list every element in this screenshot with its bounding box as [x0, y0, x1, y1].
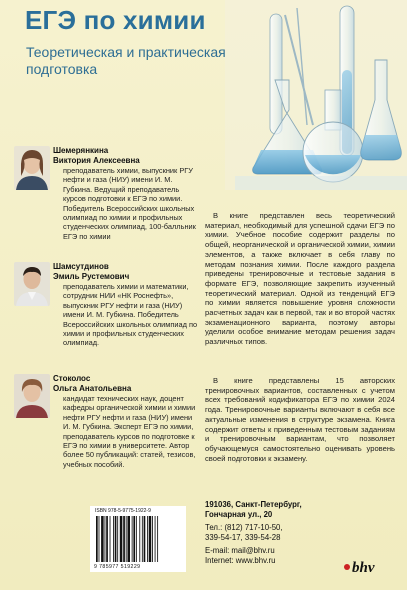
isbn-label: ISBN 978-5-9775-1922-9: [95, 508, 151, 514]
book-description-2: В книге представлены 15 авторских тренировочных вариантов, составленных с учетом всех требований кодификатора ЕГЭ по химии 2024 года. Тренировочные варианты включают в себя все актуальные изменения в структуре экзамена. Книга содержит ответы к приведенным тестовым заданиям и тренировочным вариантам, что позволяет обучающемуся самостоятельно оценивать уровень своей подготовки к экзамену.: [205, 376, 395, 463]
email-line: E-mail: mail@bhv.ru: [205, 546, 275, 555]
barcode-bar: [155, 516, 156, 562]
barcode-bar: [101, 516, 104, 562]
barcode-bar: [136, 516, 137, 562]
barcode-bar: [120, 516, 123, 562]
author-photo-stokolos: [14, 374, 50, 418]
author-given-name: Эмиль Рустемович: [53, 272, 130, 281]
barcode-bar: [99, 516, 100, 562]
barcode-bar: [149, 516, 152, 562]
laboratory-glassware-illustration: [225, 0, 407, 190]
phone-line: 339-54-17, 339-54-28: [205, 533, 281, 542]
publisher-logo-text: bhv: [352, 560, 375, 576]
author-given-name: Виктория Алексеевна: [53, 156, 140, 165]
author-photo-shamsutdinov: [14, 262, 50, 306]
barcode-bar: [106, 516, 108, 562]
barcode-bar: [133, 516, 135, 562]
barcode-bar: [132, 516, 133, 562]
barcode-bar: [152, 516, 153, 562]
barcode-bar: [123, 516, 125, 562]
author-bio: преподаватель химии, выпускник РГУ нефти и газа (НИУ) имени И. М. Губкина. Ведущий преподаватель курсов подготовки к ЕГЭ по химии. Победитель Всероссийских школьных олимпиад по химии и профильных студенческих олимпиад, 100-балльник ЕГЭ по химии: [63, 166, 196, 241]
author-given-name: Ольга Анатольевна: [53, 384, 132, 393]
author-surname: Шемерянкина: [53, 146, 109, 155]
barcode-bar: [144, 516, 146, 562]
barcode-bar: [139, 516, 140, 562]
publisher-contacts: [205, 500, 302, 566]
author-bio: преподаватель химии и математики, сотрудник НИИ «НК Роснефть», выпускник РГУ нефти и газа (НИУ) имени И. М. Губкина. Победитель Всероссийских школьных олимпиад по химии и профильных студенческих олимпиад.: [63, 282, 198, 348]
author-block-stokolos: [53, 374, 198, 469]
barcode-bar: [105, 516, 106, 562]
book-subtitle: Теоретическая и практическая подготовка: [26, 44, 226, 77]
author-block-shemeryankina: [53, 146, 198, 241]
author-surname: Стоколос: [53, 374, 91, 383]
author-photo-shemeryankina: [14, 146, 50, 190]
address-line: 191036, Санкт-Петербург,: [205, 500, 302, 509]
barcode-bar: [110, 516, 111, 562]
book-title: ЕГЭ по химии: [25, 5, 206, 35]
barcode-bar: [115, 516, 117, 562]
barcode-bar: [113, 516, 114, 562]
publisher-logo: [340, 552, 378, 578]
barcode-bar: [96, 516, 98, 562]
barcode-bar: [147, 516, 148, 562]
barcode: [90, 506, 186, 572]
website-line: Internet: www.bhv.ru: [205, 556, 276, 565]
barcode-bar: [126, 516, 127, 562]
barcode-bar: [157, 516, 158, 562]
barcode-digits: 9 785977 519229: [94, 564, 141, 570]
author-block-shamsutdinov: [53, 262, 198, 348]
barcode-bars: [90, 506, 186, 572]
barcode-bar: [142, 516, 143, 562]
barcode-bar: [127, 516, 130, 562]
barcode-bar: [117, 516, 118, 562]
author-bio: кандидат технических наук, доцент кафедры органической химии и химии нефти РГУ нефти и газа (НИУ) имени И. М. Губкина. Эксперт ЕГЭ по химии, преподаватель курсов по подготовке к ЕГЭ по химии в университете. Автор более 50 публикаций: статей, тезисов, учебных пособий.: [63, 394, 196, 469]
book-description-1: В книге представлен весь теоретический материал, необходимый для успешной сдачи ЕГЭ по химии. Учебное пособие содержит разделы по общей, неорганической и органической химии, химии элементов, а также включает в себя главу по методам познания химии. После каждого раздела приведены тренировочные и тестовые задания в формате ЕГЭ, позволяющие закрепить изученный теоретический материал. Одной из тенденций ЕГЭ по химии является повышение уровня сложности расчетных задач как в первой, так и во второй частях экзаменационного варианта, поэтому авторы уделили особое внимание методам решения задач различных типов.: [205, 211, 395, 347]
address-line: Гончарная ул., 20: [205, 510, 273, 519]
author-surname: Шамсутдинов: [53, 262, 109, 271]
phone-line: Тел.: (812) 717-10-50,: [205, 523, 283, 532]
